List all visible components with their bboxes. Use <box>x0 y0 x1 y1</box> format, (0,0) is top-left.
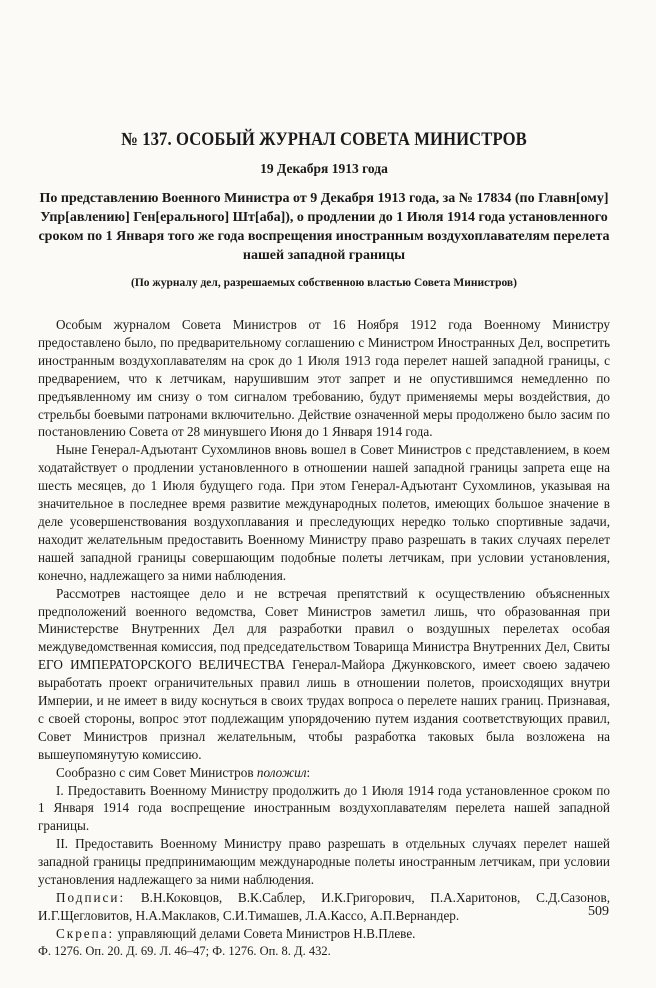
page-number: 509 <box>588 904 609 919</box>
document-date: 19 Декабря 1913 года <box>260 161 388 176</box>
document-subtitle: По представлению Военного Министра от 9 Декабря 1913 года, за № 17834 (по Главн[ому] Упр[авлению] Ген[ерального] Шт[аба]), о продлении до 1 Июля 1914 года установленного сроком по 1 Января того же года воспрещения иностранным воздухоплавателям перелета нашей западной границы <box>38 191 610 263</box>
signatures <box>38 889 610 925</box>
paragraph-3: Рассмотрев настоящее дело и не встречая препятствий к осуществлению объясненных предположений военного ведомства, Совет Министров заметил лишь, что образованная при Министерстве Внутренних Дел для разработки правил о воздушных перелетах особая междуведомственная комиссия, под председательством Товарища Министра Внутренних Дел, Свиты ЕГО ИМПЕРАТОРСКОГО ВЕЛИЧЕСТВА Генерал-Майора Джунковского, имеет своею задачею выработать проект ограничительных правил лишь в отношении полетов, происходящих внутри Империи, и не имеет в виду коснуться в своих трудах вопроса о перелете наших границ. Признавая, с своей стороны, вопрос этот подлежащим упорядочению путем издания соответствующих правил, Совет Министров признал желательным, чтобы разработка таковых была возложена на вышеупомянутую комиссию. <box>38 585 610 762</box>
document-title: № 137. ОСОБЫЙ ЖУРНАЛ СОВЕТА МИНИСТРОВ <box>121 130 527 150</box>
document-page <box>38 130 610 961</box>
resolution-intro <box>38 764 610 782</box>
resolution-item-2: II. Предоставить Военному Министру право разрешать в отдельных случаях перелет нашей западной границы предпринимающим международные полеты иностранным летчикам, при условии установления надлежащего за ними наблюдения. <box>38 836 610 888</box>
paragraph-1: Особым журналом Совета Министров от 16 Ноября 1912 года Военному Министру предоставлено было, по предварительному соглашению с Министром Иностранных Дел, воспретить иностранным воздухоплавателям на срок до 1 Июля 1913 года перелет нашей западной границы, с предварением, что к летчикам, нарушившим этот запрет и не опустившимся немедленно по предъявленному им снизу о том сигналом требованию, будут применяемы меры воздействия, до стрельбы боевыми патронами включительно. Действие означенной меры продолжено было засим по постановлению Совета от 28 минувшего Июня до 1 Января 1914 года. <box>38 317 610 440</box>
document-note: (По журналу дел, разрешаемых собственною властью Совета Министров) <box>131 277 517 289</box>
signatures-text: В.Н.Коковцов, В.К.Саблер, И.К.Григорович, П.А.Харитонов, С.Д.Сазонов, И.Г.Щегловитов, Н.А.Маклаков, С.И.Тимашев, Л.А.Кассо, А.П.Вернандер. <box>38 890 610 923</box>
resolution-prefix: Сообразно с сим Совет Министров <box>56 764 257 780</box>
document-body <box>38 316 610 961</box>
clasp-label: Скрепа: <box>56 925 115 941</box>
resolution-word: положил <box>256 764 307 780</box>
signatures-label: Подписи: <box>56 890 126 905</box>
paragraph-2: Ныне Генерал-Адъютант Сухомлинов вновь вошел в Совет Министров с представлением, в коем ходатайствует о продлении установленного в отношении нашей западной границы запрета еще на шесть месяцев, до 1 Июля будущего года. При этом Генерал-Адъютант Сухомлинов, указывая на значительное в последнее время развитие международных полетов, имеющих большое значение в деле усовершенствования воздухоплавания и преследующих нередко только спортивные задачи, находит желательным предоставить Военному Министру право разрешать в таких случаях перелет нашей западной границы совершающим подобные полеты летчикам, при условии установления, конечно, надлежащего за ними наблюдения. <box>38 442 610 583</box>
archive-reference: Ф. 1276. Оп. 20. Д. 69. Л. 46–47; Ф. 1276. Оп. 8. Д. 432. <box>38 943 331 958</box>
resolution-item-1: I. Предоставить Военному Министру продолжить до 1 Июля 1914 года установленное сроком по 1 Января 1914 года воспрещение иностранным воздухоплавателям перелета нашей западной границы. <box>38 782 610 834</box>
clasp-text: управляющий делами Совета Министров Н.В.Плеве. <box>114 925 416 941</box>
resolution-suffix: : <box>306 764 311 780</box>
clasp <box>38 925 610 943</box>
